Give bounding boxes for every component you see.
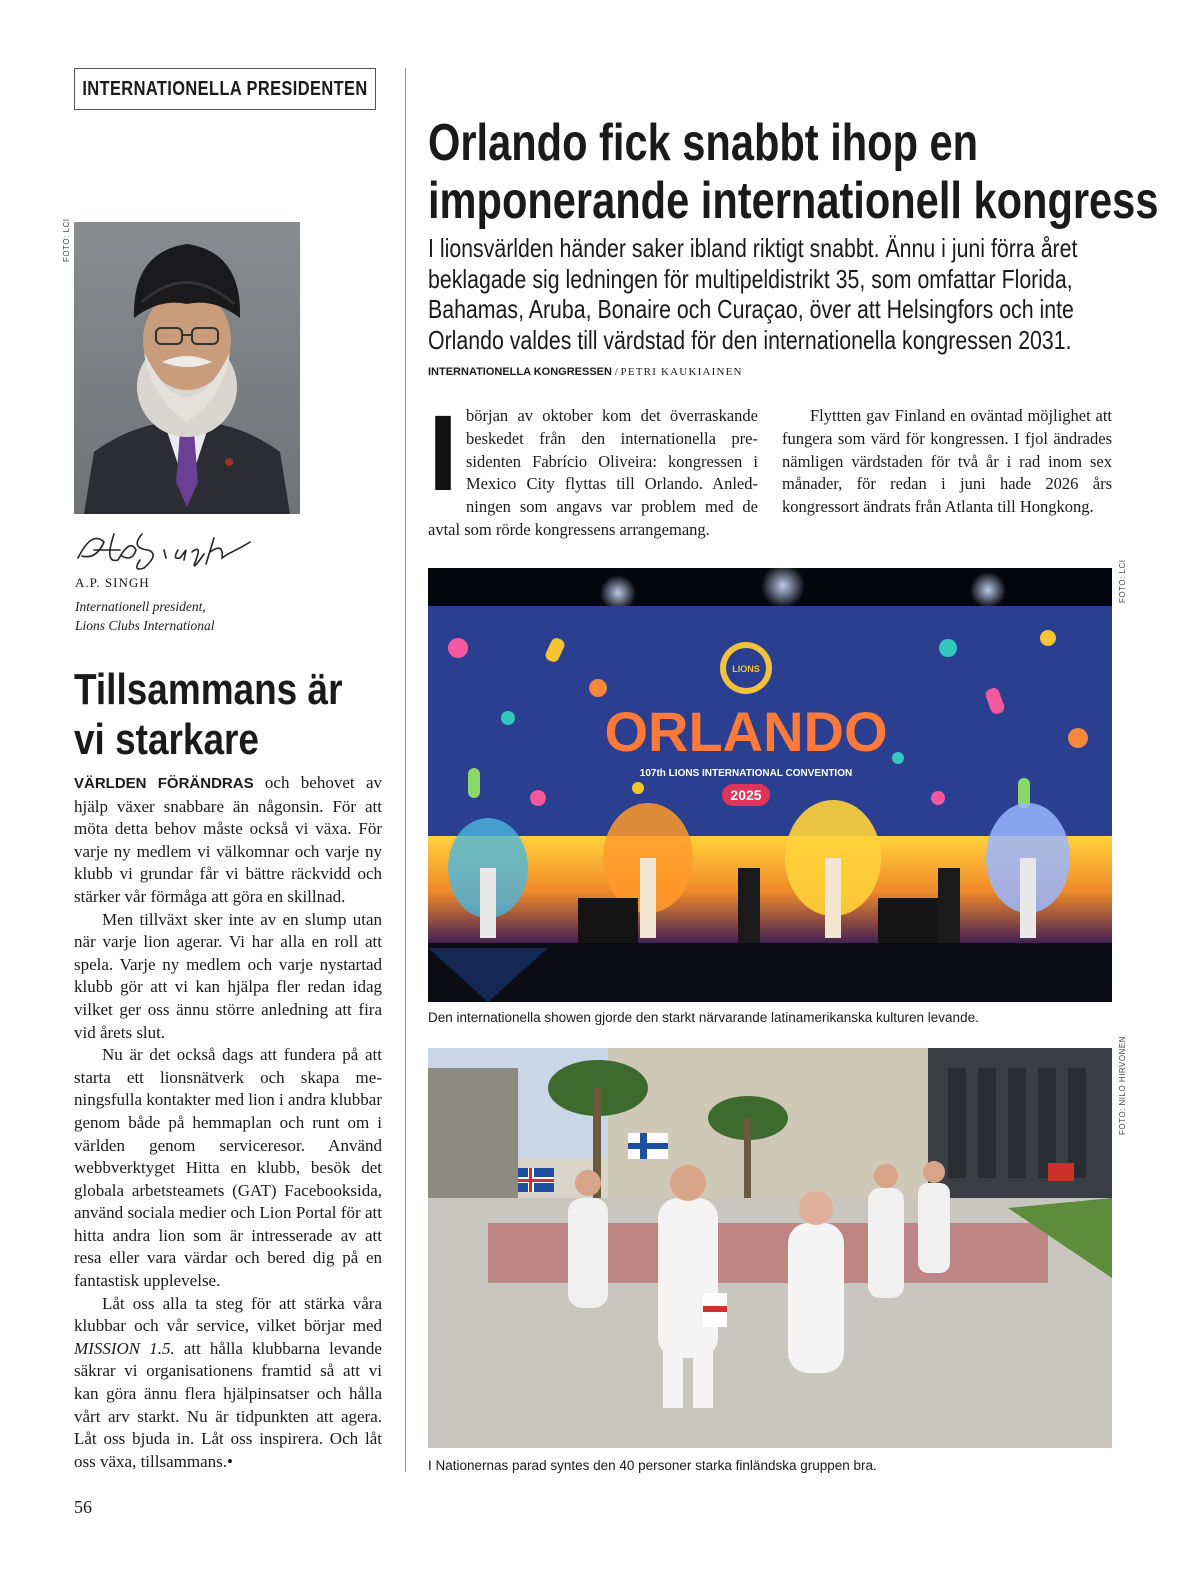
president-portrait-photo	[74, 222, 300, 514]
stage-screen-year: 2025	[730, 787, 762, 803]
stage-screen-subtitle: 107th LIONS INTERNATIONAL CONVENTION	[639, 768, 853, 779]
end-mark: •	[226, 1451, 233, 1471]
article-body-column-2: Flyttten gav Finland en oväntad möjlighet att fungera som värd för kongressen. I fjol ändrades nämligen värdstaden för två år i rad inom sex månader, för redan i juni hade 2026 års kongressort ändrats från Atlanta till Hongkong.	[782, 406, 1112, 517]
portrait-photo-credit: FOTO: LCI	[62, 218, 71, 262]
signature-name: A.P. SINGH	[75, 575, 150, 590]
convention-stage-photo	[428, 568, 1112, 1002]
section-label: INTERNATIONELLA PRESIDENTEN	[74, 68, 376, 110]
column-body-text: VÄRLDEN FÖRÄNDRAS och behovet av hjälp växer snabbare än någonsin. För att möta detta behov måste också vi växa. För varje ny medlem vi välkomnar och varje ny klubb vi grundar får vi bättre räckvidd och stärker vår förmåga att göra en skillnad. Men tillväxt sker inte av en slump utan när varje lion agerar. Vi har alla en roll att spela. Varje ny medlem och varje nystartad klubb gör att vi kan hjälpa fler redan idag vilket ger oss ännu större anledning att fira vid årets slut. Nu är det också dags att fundera på att starta ett lionsnätverk och skapa meningsfulla kontakter med lion i andra klubbar genom både på hemmaplan och runt om i världen genom serviceresor. Använd webbverktyget Hitta en klubb, besök det globala arbetsteamets (GAT) Facebooksida, använd sociala medier och Lion Portal för att hitta andra lion som är intresserade av att resa eller vara värdar och bered dig på en fantastisk upplevelse. Låt oss alla ta steg för att stärka våra klubbar och vår service, vilket börjar med MISSION 1.5. att hålla klubbarna levande säkrar vi organisationens framtid så att vi kan göra ännu flera hjälpinsatser och hålla vårt arv starkt. Nu är tidpunkten att agera. Låt oss bjuda in. Låt oss inspirera. Och låt oss växa, tillsammans.•	[74, 773, 383, 1471]
column-divider	[405, 68, 406, 1472]
signature-role: Internationell president, Lions Clubs International	[75, 599, 215, 633]
president-signature	[74, 520, 254, 580]
stage-screen-title: ORLANDO	[604, 700, 888, 763]
lead-in-text: VÄRLDEN FÖRÄNDRAS	[74, 775, 254, 792]
page-number: 56	[74, 1497, 92, 1517]
stage-photo-caption: Den internationella showen gjorde den starkt närvarande latinamerikanska kulturen levande.	[428, 1010, 979, 1025]
stage-photo-credit: FOTO: LCI	[1118, 559, 1127, 603]
article-body-column-1: Ibörjan av oktober kom det överraskande beskedet från den internationella presidenten Fabrício Oliveira: kongressen i Mexico City flyttas till Orlando. Anledningen som angavs var problem med de avtal som rörde kongressens arrangemang.	[428, 392, 758, 539]
parade-photo-caption: I Nationernas parad syntes den 40 personer starka finländska gruppen bra.	[428, 1458, 877, 1473]
article-headline: Orlando fick snabbt ihop en imponerande internationell kongress	[428, 114, 1159, 230]
article-byline: INTERNATIONELLA KONGRESSEN / PETRI KAUKIAINEN	[428, 366, 743, 378]
stage-logo-text: LIONS	[732, 664, 760, 674]
parade-photo-credit: FOTO: NILO HIRVONEN	[1118, 1036, 1127, 1135]
drop-cap: I	[428, 392, 459, 513]
parade-photo	[428, 1048, 1112, 1448]
column-heading: Tillsammans är vi starkare	[74, 665, 343, 764]
article-lede: I lionsvärlden händer saker ibland riktigt snabbt. Ännu i juni förra året beklagade sig ledningen för multipeldistrikt 35, som omfattar Florida, Bahamas, Aruba, Bonaire och Curaçao, över att Helsingfors och inte Orlando valdes till värdstad för den internationella kongressen 2031.	[428, 233, 1078, 355]
